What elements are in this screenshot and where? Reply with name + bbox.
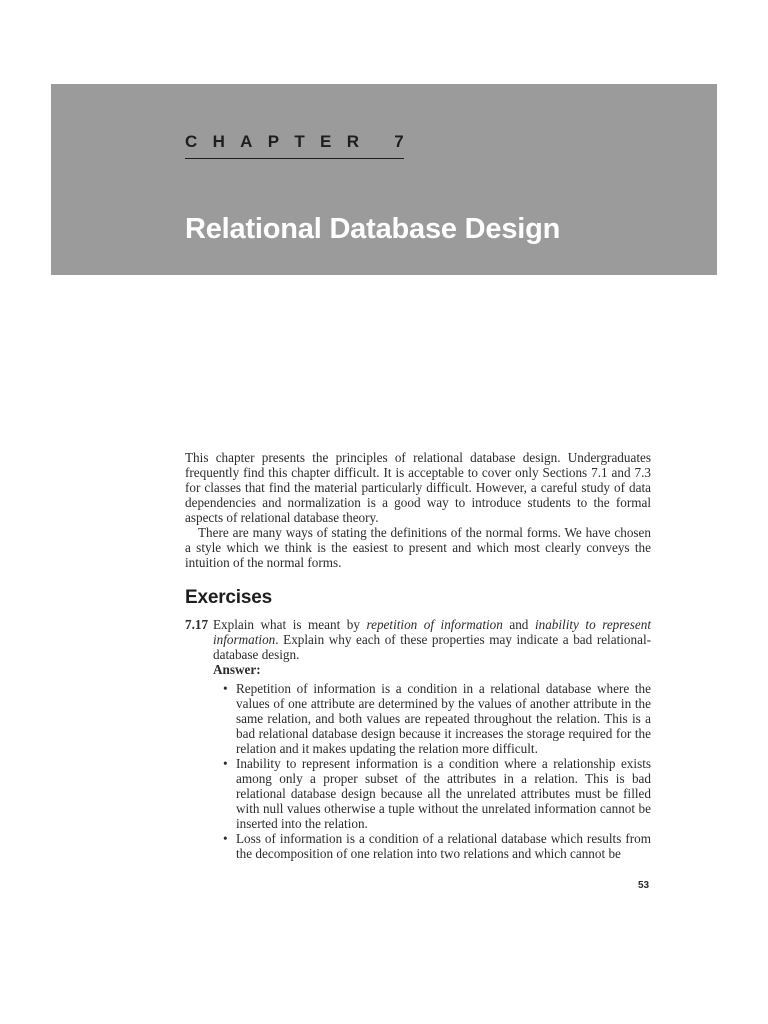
question-emphasis: repetition of information bbox=[366, 617, 503, 632]
answer-bullet bbox=[223, 681, 651, 756]
chapter-label: CHAPTER 7 bbox=[185, 132, 420, 151]
question-text: Explain what is meant by bbox=[213, 617, 367, 632]
chapter-banner bbox=[51, 84, 717, 275]
answer-label: Answer: bbox=[213, 662, 261, 677]
exercise-question bbox=[213, 617, 651, 662]
question-text: and bbox=[502, 617, 535, 632]
bullet-icon: • bbox=[223, 681, 228, 696]
bullet-icon: • bbox=[223, 756, 228, 771]
answer-bullet-text: Repetition of information is a condition in a relational database where the values of one attribute are determined by the values of another attribute in the same relation, and both values are repeated throughout the relation. This is a bad relational database design because it increases the storage required for the relation and it makes updating the relation more difficult. bbox=[236, 681, 651, 756]
chapter-title: Relational Database Design bbox=[185, 213, 561, 245]
exercises-heading: Exercises bbox=[185, 587, 272, 608]
bullet-icon: • bbox=[223, 831, 228, 846]
question-text: . Explain why each of these properties may indicate a bad relational-database design. bbox=[213, 632, 651, 662]
answer-bullet-list bbox=[185, 681, 651, 861]
intro-paragraph-2: There are many ways of stating the definitions of the normal forms. We have chosen a style which we think is the easiest to present and which most clearly conveys the intuition of the normal forms. bbox=[185, 525, 651, 570]
exercise-item bbox=[185, 617, 651, 861]
answer-bullet-text: Loss of information is a condition of a relational database which results from the decomposition of one relation into two relations and which cannot be bbox=[236, 831, 651, 861]
answer-bullet bbox=[223, 756, 651, 831]
intro-paragraph-1: This chapter presents the principles of relational database design. Undergraduates frequently find this chapter difficult. It is acceptable to cover only Sections 7.1 and 7.3 for classes that find the material particularly difficult. However, a careful study of data dependencies and normalization is a good way to introduce students to the formal aspects of relational database theory. bbox=[185, 450, 651, 525]
page-number: 53 bbox=[638, 880, 650, 891]
exercise-number: 7.17 bbox=[185, 617, 209, 632]
chapter-rule bbox=[185, 158, 404, 159]
question-emphasis: inability to represent information bbox=[213, 617, 652, 647]
answer-bullet-text: Inability to represent information is a condition where a relationship exists among only a proper subset of the attributes in a relation. This is bad relational database design because all the unrelated attributes must be filled with null values otherwise a tuple without the unrelated information cannot be inserted into the relation. bbox=[236, 756, 651, 831]
answer-bullet bbox=[223, 831, 651, 861]
intro-section bbox=[185, 450, 651, 570]
